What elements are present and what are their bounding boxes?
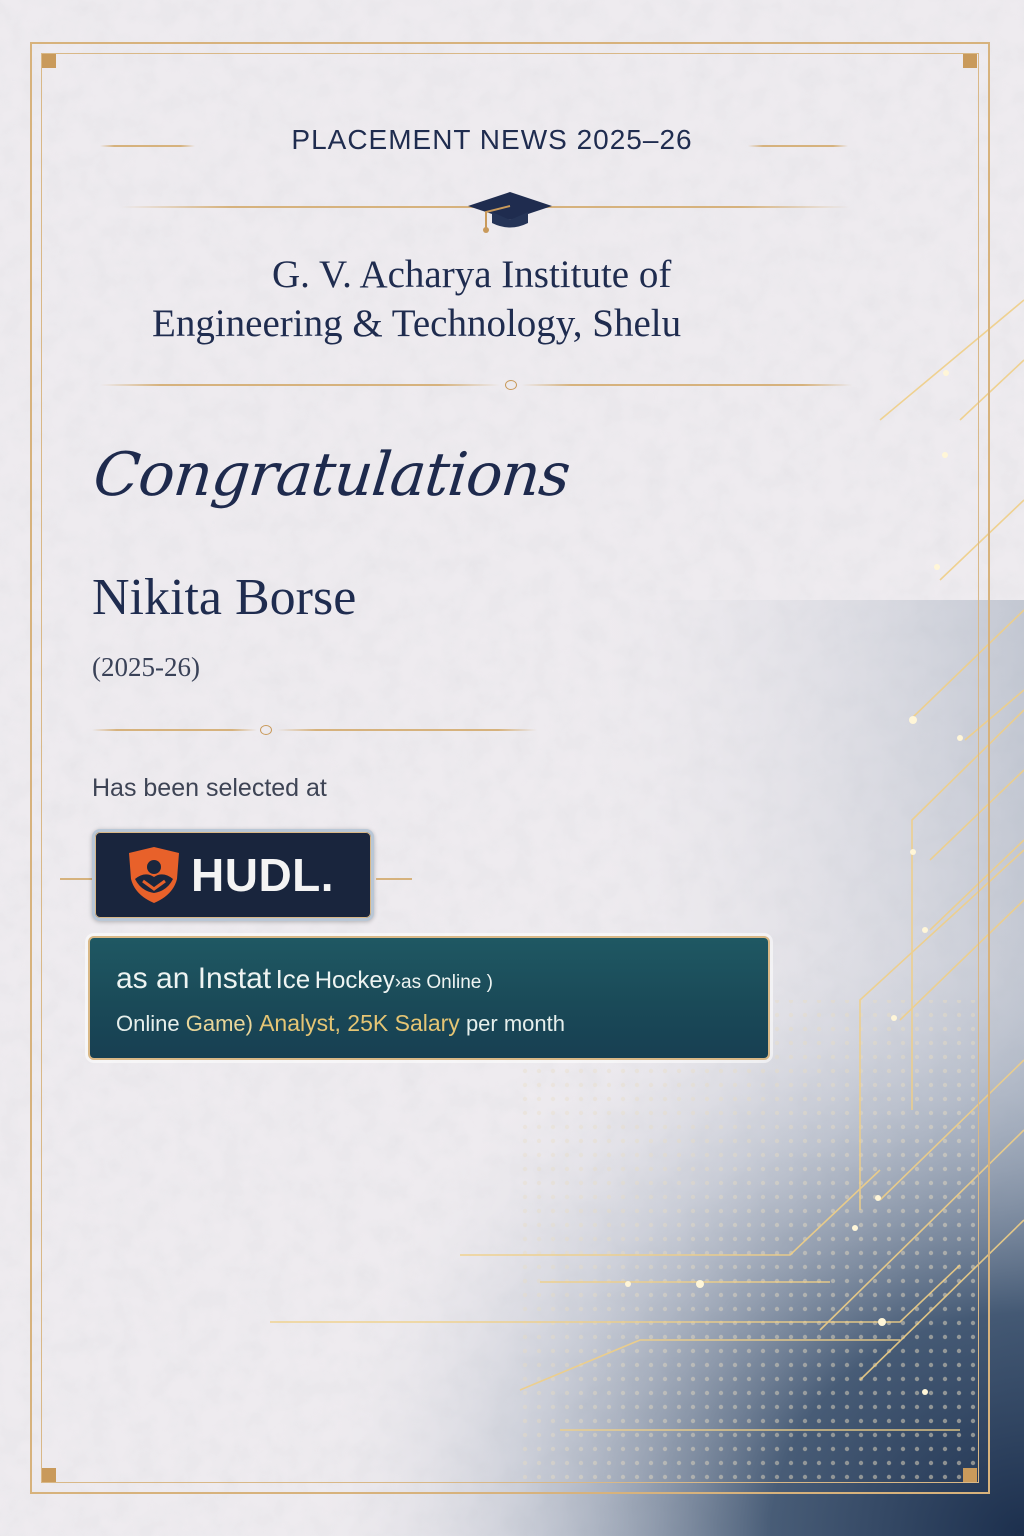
header-rule-right — [748, 145, 848, 147]
name-divider-ornament — [260, 725, 272, 735]
role-details-panel — [88, 936, 770, 1060]
logo-rule-left — [60, 878, 94, 880]
institute-name-line2: Engineering & Technology, Shelu — [152, 302, 682, 345]
hudl-shield-icon — [123, 845, 185, 905]
corner-ornament-bottom-left — [42, 1468, 56, 1482]
corner-ornament-bottom-right — [963, 1468, 977, 1482]
role-line2-part3: Analyst, 25K Salary — [259, 1010, 460, 1036]
name-divider-left — [92, 729, 257, 731]
student-name: Nikita Borse — [92, 569, 357, 626]
role-line2-part4: per month — [465, 1011, 565, 1036]
role-line1-part3: Hockey — [314, 967, 395, 994]
institute-divider-left — [100, 384, 500, 386]
corner-ornament-top-left — [42, 54, 56, 68]
role-line2-part1: Online — [116, 1011, 180, 1036]
selected-at-label: Has been selected at — [92, 774, 327, 802]
institute-name-line1: G. V. Acharya Institute of — [272, 253, 672, 296]
placement-news-heading: PLACEMENT NEWS 2025–26 — [291, 124, 693, 155]
institute-divider-right — [522, 384, 852, 386]
logo-rule-right — [376, 878, 412, 880]
company-name: HUDL. — [191, 849, 335, 901]
role-line-2 — [116, 1010, 565, 1037]
graduation-cap-icon — [466, 190, 554, 238]
company-logo-badge — [92, 829, 374, 921]
student-batch: (2025-26) — [92, 652, 200, 682]
corner-ornament-top-right — [963, 54, 977, 68]
role-line1-part2: Ice — [275, 964, 311, 994]
name-divider-right — [277, 729, 537, 731]
divider-ornament — [505, 380, 517, 390]
role-line2-part2: Game) — [185, 1011, 253, 1036]
role-line1-part4: ›as Online ) — [394, 972, 493, 993]
role-line-1 — [116, 962, 493, 996]
congratulations-heading: Congratulations — [90, 440, 573, 510]
role-line1-part1: as an Instat — [116, 962, 272, 995]
